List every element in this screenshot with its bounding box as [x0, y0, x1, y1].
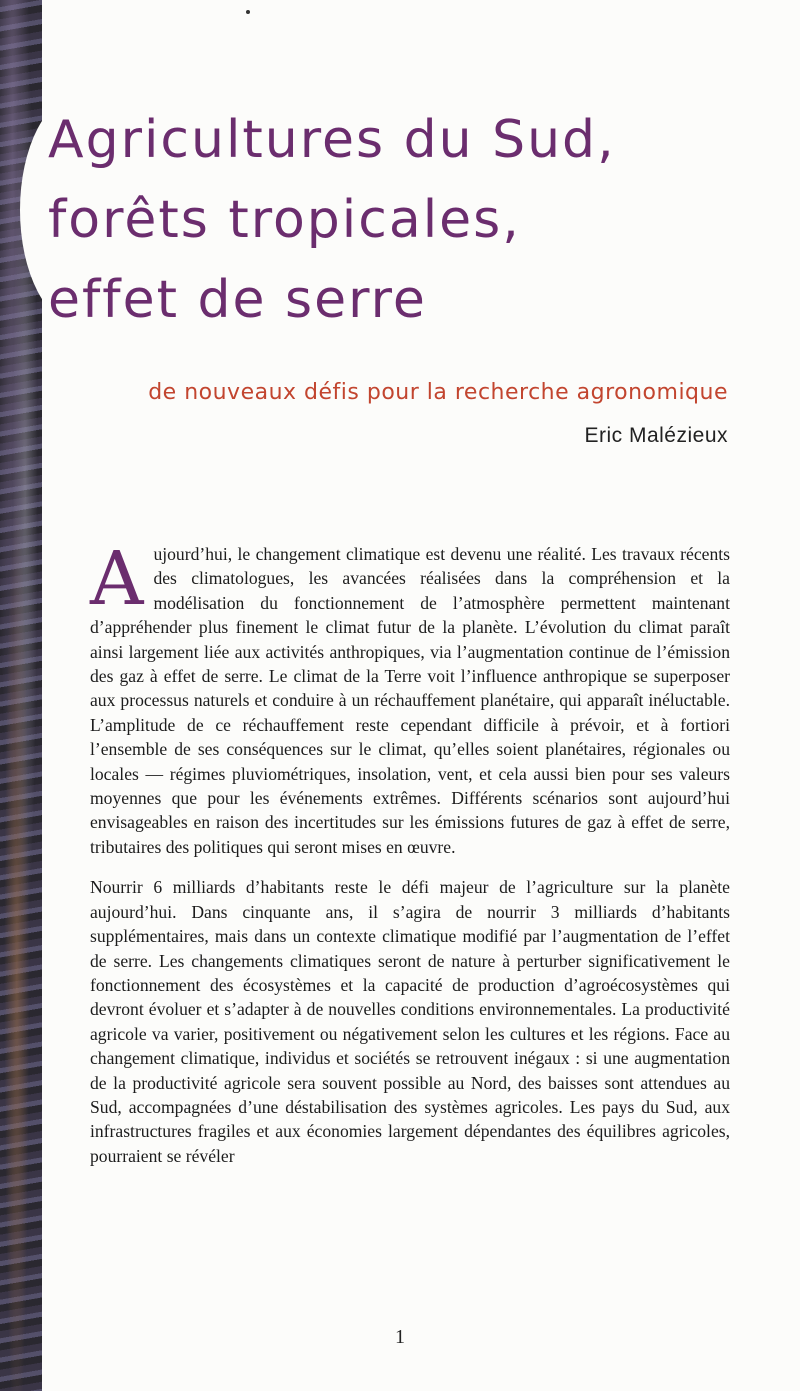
paragraph-2: Nourrir 6 milliards d’habitants reste le défi majeur de l’agriculture sur la planète aujourd’hui. Dans cinquante ans, il s’agira de nourrir 3 milliards d’habitants supplémentaires, mais dans un contexte climatique modifié par l’augmentation de l’effet de serre. Les changements climatiques seront de nature à perturber significativement le fonctionnement des écosystèmes et la capacité de production d’agroécosystèmes qui devront évoluer et s’adapter à de nouvelles conditions environnementales. La productivité agricole va varier, positivement ou négativement selon les cultures et les régions. Face au changement climatique, individus et sociétés se retrouvent inégaux : si une augmentation de la productivité agricole sera souvent possible au Nord, des baisses sont attendues au Sud, accompagnées d’une déstabilisation des systèmes agricoles. Les pays du Sud, aux infrastructures fragiles et aux économies largement dépendantes des équilibres agricoles, pourraient se révéler [90, 877, 730, 1166]
drop-cap: A [90, 536, 144, 622]
title-line-2: forêts tropicales, [48, 190, 521, 250]
title-line-3: effet de serre [48, 270, 427, 330]
chapter-subtitle: de nouveaux défis pour la recherche agronomique [148, 380, 728, 405]
body-text [90, 536, 730, 1184]
author-name: Eric Malézieux [584, 424, 728, 447]
paragraph-1 [90, 536, 730, 859]
title-line-1: Agricultures du Sud, [48, 110, 616, 170]
page-number: 1 [395, 1326, 405, 1348]
print-mark [246, 10, 250, 14]
chapter-title [48, 100, 616, 340]
paragraph-1-text: ujourd’hui, le changement climatique est devenu une réalité. Les travaux récents des climatologues, les avancées réalisées dans la compréhension et la modélisation du fonctionnement de l’atmosphère permettent maintenant d’appréhender plus finement le climat futur de la planète. L’évolution du climat paraît ainsi largement liée aux activités anthropiques, via l’augmentation continue de l’émission des gaz à effet de serre. Le climat de la Terre voit l’influence anthropique se superposer aux processus naturels et conduire à un réchauffement planétaire, qui apparaît inéluctable. L’amplitude de ce réchauffement reste cependant difficile à prévoir, et à fortiori l’ensemble de ses conséquences sur le climat, qu’elles soient planétaires, régionales ou locales — régimes pluviométriques, insolation, vent, et cela aussi bien pour ses valeurs moyennes que pour les événements extrêmes. Différents scénarios sont aujourd’hui envisageables en raison des incertitudes sur les émissions futures de gaz à effet de serre, tributaires des politiques qui seront mises en œuvre. [90, 544, 730, 857]
